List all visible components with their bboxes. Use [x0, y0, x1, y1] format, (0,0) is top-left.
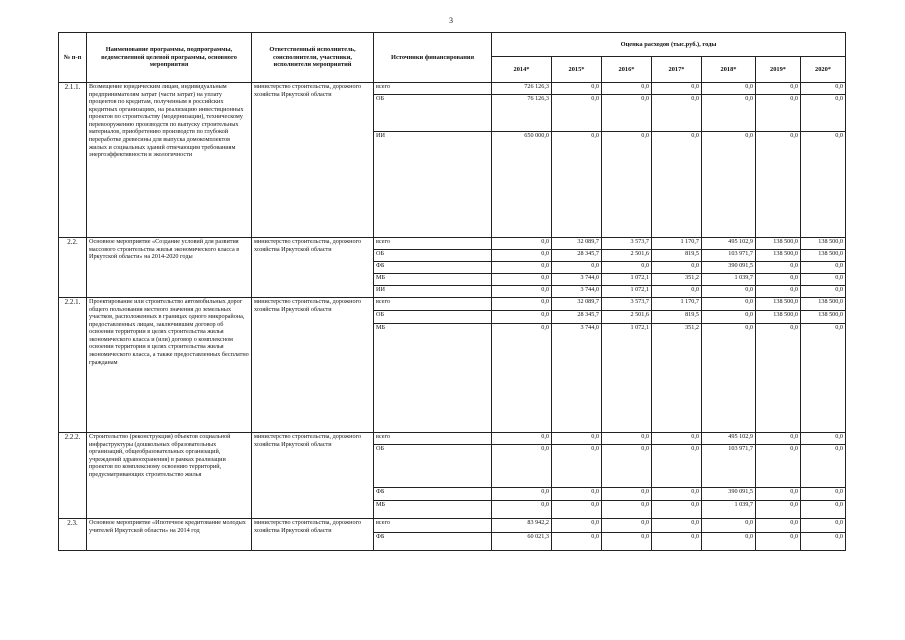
amount-cell: 0,0: [492, 298, 552, 311]
amount-cell: 0,0: [652, 262, 702, 274]
amount-cell: 1 072,1: [602, 274, 652, 286]
amount-cell: 83 942,2: [492, 519, 552, 533]
amount-cell: 0,0: [552, 95, 602, 132]
amount-cell: 0,0: [756, 445, 801, 488]
header-estimate: Оценка расходов (тыс.руб.), годы: [492, 33, 846, 57]
amount-cell: 0,0: [552, 83, 602, 95]
header-year: 2017*: [652, 57, 702, 83]
amount-cell: 0,0: [552, 132, 602, 238]
amount-cell: 0,0: [552, 445, 602, 488]
amount-cell: 0,0: [801, 286, 846, 298]
amount-cell: 0,0: [652, 95, 702, 132]
amount-cell: 495 102,9: [702, 433, 756, 445]
amount-cell: 0,0: [801, 433, 846, 445]
table-row: [59, 519, 846, 533]
amount-cell: 0,0: [602, 262, 652, 274]
amount-cell: 0,0: [801, 274, 846, 286]
header-year: 2019*: [756, 57, 801, 83]
funding-source: всего: [374, 238, 492, 250]
amount-cell: 495 102,9: [702, 238, 756, 250]
amount-cell: 1 170,7: [652, 298, 702, 311]
amount-cell: 0,0: [801, 132, 846, 238]
row-description: Возмещение юридическим лицам, индивидуальным предпринимателям затрат (части затрат) на уплату процентов по кредитам, полученным в российских кредитных организациях, на реализацию инвестиционных проектов по строительству (модернизации), техническому перевооружению производств по выпуску строительных материалов, приобретению производств по глубокой переработке древесины для выпуска домокомплектов жилых и социальных зданий отвечающим требованиям энергоэффективности и экологичности: [87, 83, 252, 238]
funding-source: ИИ: [374, 132, 492, 238]
amount-cell: 0,0: [552, 488, 602, 501]
amount-cell: 0,0: [492, 250, 552, 262]
table-row: [59, 433, 846, 445]
funding-source: ФБ: [374, 488, 492, 501]
amount-cell: 0,0: [801, 533, 846, 551]
row-number: 2.2.: [59, 238, 87, 298]
amount-cell: 0,0: [492, 286, 552, 298]
funding-source: ФБ: [374, 533, 492, 551]
amount-cell: 0,0: [602, 501, 652, 519]
amount-cell: 138 500,0: [756, 250, 801, 262]
amount-cell: 0,0: [702, 286, 756, 298]
amount-cell: 0,0: [652, 433, 702, 445]
amount-cell: 0,0: [492, 501, 552, 519]
table-row: [59, 238, 846, 250]
header-num: № п-п: [59, 33, 87, 83]
amount-cell: 0,0: [702, 298, 756, 311]
amount-cell: 0,0: [801, 262, 846, 274]
amount-cell: 819,5: [652, 250, 702, 262]
amount-cell: 1 039,7: [702, 274, 756, 286]
amount-cell: 3 744,0: [552, 274, 602, 286]
amount-cell: 3 573,7: [602, 238, 652, 250]
row-description: Строительство (реконструкция) объектов социальной инфраструктуры (дошкольных образовательных организаций, общеобразовательных организаций, учреждений здравоохранения) в рамках реализации проектов по комплексному освоению территорий, предусматривающих строительство жилья: [87, 433, 252, 519]
amount-cell: 0,0: [552, 519, 602, 533]
amount-cell: 0,0: [756, 274, 801, 286]
amount-cell: 32 089,7: [552, 298, 602, 311]
amount-cell: 138 500,0: [801, 250, 846, 262]
funding-source: МБ: [374, 274, 492, 286]
amount-cell: 0,0: [602, 433, 652, 445]
row-number: 2.2.2.: [59, 433, 87, 519]
row-number: 2.1.1.: [59, 83, 87, 238]
amount-cell: 0,0: [652, 445, 702, 488]
amount-cell: 819,5: [652, 311, 702, 324]
budget-table: [58, 32, 846, 551]
funding-source: всего: [374, 519, 492, 533]
amount-cell: 0,0: [552, 262, 602, 274]
amount-cell: 351,2: [652, 324, 702, 433]
amount-cell: 1 170,7: [652, 238, 702, 250]
row-responsible: министерство строительства, дорожного хозяйства Иркутской области: [252, 238, 374, 298]
funding-source: МБ: [374, 501, 492, 519]
amount-cell: 0,0: [801, 324, 846, 433]
amount-cell: 0,0: [602, 488, 652, 501]
amount-cell: 390 091,5: [702, 488, 756, 501]
amount-cell: 0,0: [492, 433, 552, 445]
amount-cell: 138 500,0: [801, 311, 846, 324]
funding-source: всего: [374, 298, 492, 311]
amount-cell: 0,0: [801, 501, 846, 519]
amount-cell: 0,0: [492, 311, 552, 324]
amount-cell: 60 021,3: [492, 533, 552, 551]
amount-cell: 138 500,0: [756, 238, 801, 250]
header-year: 2014*: [492, 57, 552, 83]
amount-cell: 0,0: [801, 83, 846, 95]
amount-cell: 0,0: [702, 95, 756, 132]
funding-source: всего: [374, 83, 492, 95]
row-description: Основное мероприятие «Создание условий для развития массового строительства жилья экономического класса в Иркутской области» на 2014-2020 годы: [87, 238, 252, 298]
amount-cell: 0,0: [801, 95, 846, 132]
amount-cell: 0,0: [652, 533, 702, 551]
amount-cell: 0,0: [756, 132, 801, 238]
amount-cell: 3 744,0: [552, 324, 602, 433]
amount-cell: 0,0: [492, 262, 552, 274]
amount-cell: 0,0: [756, 286, 801, 298]
funding-source: ФБ: [374, 262, 492, 274]
amount-cell: 1 039,7: [702, 501, 756, 519]
amount-cell: 0,0: [652, 519, 702, 533]
amount-cell: 103 971,7: [702, 250, 756, 262]
table-row: [59, 298, 846, 311]
funding-source: ОБ: [374, 250, 492, 262]
amount-cell: 0,0: [756, 533, 801, 551]
amount-cell: 0,0: [652, 501, 702, 519]
amount-cell: 2 501,6: [602, 250, 652, 262]
amount-cell: 0,0: [801, 519, 846, 533]
amount-cell: 0,0: [602, 445, 652, 488]
row-responsible: министерство строительства, дорожного хозяйства Иркутской области: [252, 433, 374, 519]
amount-cell: 0,0: [702, 132, 756, 238]
header-responsible: Ответственный исполнитель, соисполнители, участники, исполнители мероприятий: [252, 33, 374, 83]
row-responsible: министерство строительства, дорожного хозяйства Иркутской области: [252, 519, 374, 551]
amount-cell: 0,0: [552, 533, 602, 551]
amount-cell: 0,0: [652, 488, 702, 501]
row-description: Основное мероприятие «Ипотечное кредитование молодых учителей Иркутской области» на 2014 год: [87, 519, 252, 551]
amount-cell: 0,0: [652, 83, 702, 95]
amount-cell: 0,0: [756, 262, 801, 274]
amount-cell: 0,0: [492, 488, 552, 501]
page-number: 3: [449, 16, 453, 25]
amount-cell: 0,0: [756, 519, 801, 533]
amount-cell: 138 500,0: [801, 238, 846, 250]
amount-cell: 0,0: [492, 324, 552, 433]
amount-cell: 0,0: [602, 132, 652, 238]
amount-cell: 28 345,7: [552, 250, 602, 262]
amount-cell: 0,0: [756, 433, 801, 445]
amount-cell: 28 345,7: [552, 311, 602, 324]
amount-cell: 1 072,1: [602, 286, 652, 298]
amount-cell: 0,0: [492, 274, 552, 286]
amount-cell: 76 126,3: [492, 95, 552, 132]
table-body: [59, 83, 846, 551]
amount-cell: 0,0: [801, 488, 846, 501]
amount-cell: 103 971,7: [702, 445, 756, 488]
amount-cell: 2 501,6: [602, 311, 652, 324]
amount-cell: 0,0: [702, 519, 756, 533]
amount-cell: 351,2: [652, 274, 702, 286]
amount-cell: 0,0: [652, 286, 702, 298]
amount-cell: 0,0: [756, 95, 801, 132]
amount-cell: 0,0: [756, 488, 801, 501]
amount-cell: 726 126,3: [492, 83, 552, 95]
amount-cell: 390 091,5: [702, 262, 756, 274]
amount-cell: 650 000,0: [492, 132, 552, 238]
header-year: 2018*: [702, 57, 756, 83]
amount-cell: 0,0: [756, 501, 801, 519]
amount-cell: 3 744,0: [552, 286, 602, 298]
header-year: 2015*: [552, 57, 602, 83]
row-responsible: министерство строительства, дорожного хозяйства Иркутской области: [252, 83, 374, 238]
amount-cell: 0,0: [702, 324, 756, 433]
amount-cell: 0,0: [602, 95, 652, 132]
amount-cell: 138 500,0: [756, 311, 801, 324]
funding-source: МБ: [374, 324, 492, 433]
header-year: 2016*: [602, 57, 652, 83]
amount-cell: 0,0: [756, 83, 801, 95]
funding-source: ОБ: [374, 95, 492, 132]
amount-cell: 0,0: [702, 83, 756, 95]
amount-cell: 0,0: [552, 501, 602, 519]
amount-cell: 0,0: [602, 83, 652, 95]
funding-source: ОБ: [374, 311, 492, 324]
table-row: [59, 83, 846, 95]
row-description: Проектирование или строительство автомобильных дорог общего пользования местного значения до земельных участков, расположенных в границах одного микрорайона, предоставленных лицам, заключившим договор об освоении территории в целях строительства жилья экономического класса и (или) договор о комплексном освоении территории в целях строительства жилья экономического класса, а также предоставленных бесплатно гражданам: [87, 298, 252, 433]
amount-cell: 0,0: [652, 132, 702, 238]
funding-source: ОБ: [374, 445, 492, 488]
amount-cell: 32 089,7: [552, 238, 602, 250]
amount-cell: 0,0: [492, 238, 552, 250]
funding-source: ИИ: [374, 286, 492, 298]
amount-cell: 0,0: [756, 324, 801, 433]
funding-source: всего: [374, 433, 492, 445]
amount-cell: 0,0: [801, 445, 846, 488]
row-number: 2.3.: [59, 519, 87, 551]
header-source: Источники финансирования: [374, 33, 492, 83]
amount-cell: 0,0: [602, 533, 652, 551]
row-number: 2.2.1.: [59, 298, 87, 433]
amount-cell: 0,0: [702, 533, 756, 551]
amount-cell: 0,0: [702, 311, 756, 324]
amount-cell: 138 500,0: [756, 298, 801, 311]
amount-cell: 3 573,7: [602, 298, 652, 311]
amount-cell: 0,0: [602, 519, 652, 533]
row-responsible: министерство строительства, дорожного хозяйства Иркутской области: [252, 298, 374, 433]
amount-cell: 0,0: [552, 433, 602, 445]
amount-cell: 1 072,1: [602, 324, 652, 433]
header-year: 2020*: [801, 57, 846, 83]
amount-cell: 0,0: [492, 445, 552, 488]
header-name: Наименование программы, подпрограммы, ведомственной целевой программы, основного мероприятия: [87, 33, 252, 83]
amount-cell: 138 500,0: [801, 298, 846, 311]
